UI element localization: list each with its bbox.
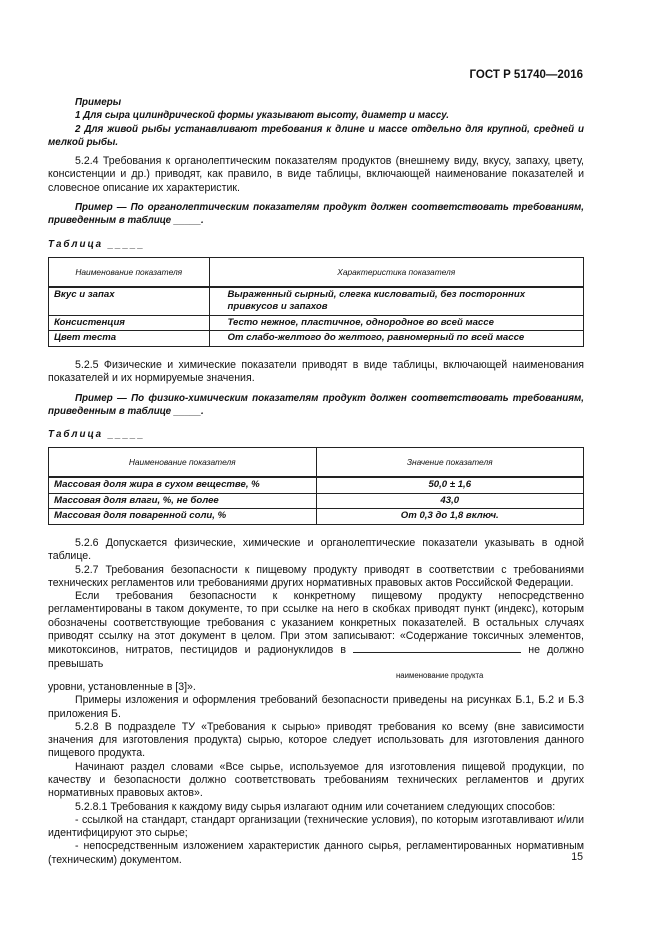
table-2-header-value: Значение показателя	[316, 448, 584, 478]
section-5-2-4: 5.2.4 Требования к органолептическим показателям продуктов (внешнему виду, вкусу, запаху, цвету, консистенции и др.) приводят, как правило, в виде таблицы, включающей наименование показателей и словесное описание их характеристик.	[48, 155, 584, 194]
section-start-phrase: Начинают раздел словами «Все сырье, используемое для изготовления пищевой продукции, по качеству и безопасности должно соответствовать требованиям технических регламентов и других нормативных правовых актов».	[48, 760, 584, 800]
section-5-2-5: 5.2.5 Физические и химические показатели приводят в виде таблицы, включающей наименования показателей и их нормируемые значения.	[48, 358, 584, 385]
table-row	[49, 287, 584, 316]
safety-text-b: не должно превышать	[48, 644, 584, 670]
table-row	[49, 315, 584, 331]
safety-examples: Примеры изложения и оформления требований безопасности приведены на рисунках Б.1, Б.2 и Б.3 приложения Б.	[48, 694, 584, 720]
list-item-standard: - ссылкой на стандарт, стандарт организации (технические условия), по которым изготавливают и/или идентифицируют это сырье;	[48, 813, 584, 840]
table-cell-value: Выраженный сырный, слегка кисловатый, без посторонних привкусов и запахов	[209, 287, 584, 316]
example-5-2-4: Пример — По органолептическим показателям продукт должен соответствовать требованиям, приведенным в таблице _____.	[48, 202, 584, 227]
section-5-2-6: 5.2.6 Допускается физические, химические и органолептические показатели указывать в одной таблице.	[48, 536, 584, 563]
example-5-2-5: Пример — По физико-химическим показателям продукт должен соответствовать требованиям, приведенным в таблице _____.	[48, 392, 584, 417]
table-cell-name: Консистенция	[49, 315, 210, 331]
document-code: ГОСТ Р 51740—2016	[469, 69, 583, 81]
table-1-header-name: Наименование показателя	[49, 257, 210, 287]
table-cell-value: 50,0 ± 1,6	[316, 477, 584, 493]
page-number: 15	[571, 851, 583, 863]
section-5-2-7: 5.2.7 Требования безопасности к пищевому продукту приводят в соответствии с требованиями технических регламентов или требованиями других нормативных правовых актов Российской Федерации.	[48, 563, 584, 589]
section-5-2-8: 5.2.8 В подразделе ТУ «Требования к сырью» приводят требования ко всему (вне зависимости значения для изготовления продукта) сырью, которое следует использовать для изготовления данного пищевого продукта.	[48, 720, 584, 760]
table-2-caption: Таблица _____	[48, 429, 146, 441]
table-cell-name: Цвет теста	[49, 331, 210, 347]
safety-text-a: Если требования безопасности к конкретному пищевому продукту непосредственно регламентированы в таком документе, то при ссылке на него в скобках приводят пункт (индекс), которым обозначены соответствующие требования с указанием конкретных показателей. В остальных случаях приводят ссылку на этот документ в целом. При этом записывают: «Содержание токсичных элементов, микотоксинов, нитратов, пестицидов и радионуклидов в	[48, 590, 584, 657]
table-row	[49, 331, 584, 347]
table-row	[49, 477, 584, 493]
table-cell-name: Массовая доля жира в сухом веществе, %	[49, 477, 317, 493]
section-5-2-8-1: 5.2.8.1 Требования к каждому виду сырья излагают одним или сочетанием следующих способов:	[75, 800, 556, 813]
table-1-caption: Таблица _____	[48, 238, 146, 250]
example-item-2: 2 Для живой рыбы устанавливают требования к длине и массе отдельно для крупной, средней и мелкой рыбы.	[48, 123, 584, 148]
list-item-direct: - непосредственным изложением характеристик данного сырья, регламентированных нормативным (техническим) документом.	[48, 840, 584, 866]
table-cell-name: Вкус и запах	[49, 287, 210, 316]
examples-title: Примеры	[75, 97, 122, 108]
table-cell-value: От 0,3 до 1,8 включ.	[316, 509, 584, 525]
physicochemical-table	[48, 447, 584, 525]
table-cell-value: Тесто нежное, пластичное, однородное во всей массе	[209, 315, 584, 331]
blank-caption: наименование продукта	[396, 670, 484, 680]
example-item-1: 1 Для сыра цилиндрической формы указывают высоту, диаметр и массу.	[75, 110, 449, 122]
table-row	[49, 493, 584, 509]
product-name-blank	[353, 643, 521, 653]
table-1-header-value: Характеристика показателя	[209, 257, 584, 287]
table-cell-value: 43,0	[316, 493, 584, 509]
table-row	[49, 509, 584, 525]
table-2-header-name: Наименование показателя	[49, 448, 317, 478]
table-cell-value: От слабо-желтого до желтого, равномерный по всей массе	[209, 331, 584, 347]
organoleptic-table	[48, 257, 584, 347]
page-content	[48, 96, 584, 867]
table-cell-name: Массовая доля влаги, %, не более	[49, 493, 317, 509]
safety-paragraph	[48, 590, 584, 671]
safety-text-c: уровни, установленные в [3]».	[48, 680, 196, 693]
table-cell-name: Массовая доля поваренной соли, %	[49, 509, 317, 525]
